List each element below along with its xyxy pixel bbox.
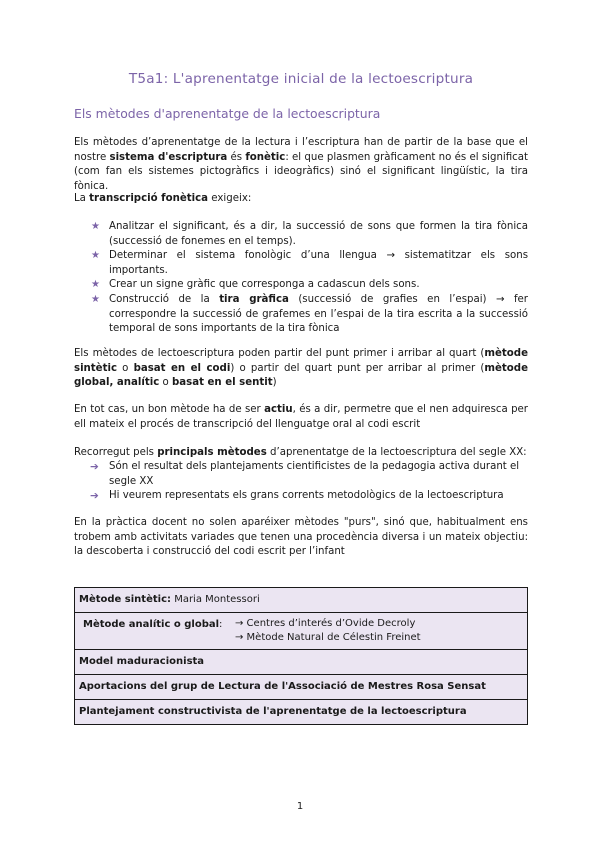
- section-heading: Els mètodes d'aprenentatge de la lectoescriptura: [74, 106, 381, 121]
- table-cell: [75, 675, 528, 700]
- table-row: [75, 613, 528, 650]
- analytic-method-label: [83, 617, 235, 645]
- text: és: [227, 151, 246, 163]
- table-row: [75, 588, 528, 613]
- list-item: [74, 460, 528, 489]
- star-icon: ★: [91, 293, 100, 305]
- list-item-text: Determinar el sistema fonològic d’una llengua → sistematitzar els sons importants.: [109, 250, 528, 276]
- text: exigeix:: [208, 193, 252, 204]
- text: ) o partir del quart punt per arribar al primer (: [230, 362, 485, 374]
- text: d’aprenentatge de la lectoescriptura del segle XX:: [266, 447, 527, 458]
- star-icon: ★: [91, 279, 100, 291]
- bold-text: transcripció fonètica: [89, 193, 209, 204]
- text: o: [159, 377, 172, 389]
- bold-text: fonètic: [245, 151, 286, 163]
- table-row: [75, 675, 528, 700]
- table-row: [75, 650, 528, 675]
- star-icon: ★: [91, 221, 100, 232]
- list-item-text: Crear un signe gràfic que corresponga a cadascun dels sons.: [109, 279, 420, 291]
- analytic-method-block: [79, 617, 523, 645]
- table-cell: [75, 613, 528, 650]
- text: La: [74, 193, 90, 204]
- bold-text: Aportacions del grup de Lectura de l'Associació de Mestres Rosa Sensat: [79, 680, 486, 692]
- main-methods-list: [74, 460, 528, 504]
- text: ): [272, 377, 277, 389]
- paragraph-main-methods: [74, 446, 528, 461]
- bold-text: sistema d'escriptura: [109, 151, 228, 163]
- text: Maria Montessori: [171, 593, 260, 605]
- text: Recorregut pels: [74, 447, 158, 458]
- table-cell: [75, 700, 528, 725]
- arrow-right-icon: ➔: [90, 461, 99, 473]
- paragraph-active-method: [74, 403, 528, 432]
- bold-text: tira gràfica: [219, 293, 289, 305]
- table-row: [75, 700, 528, 725]
- bold-text: basat en el codi: [133, 362, 231, 374]
- list-item: [74, 293, 528, 337]
- text: : el que plasmen gràficament no és el significat (com fan els sistemes pictogràfics i ideogràfics) sinó el significant lingüístic, la tira fònica.: [74, 151, 528, 192]
- text: En tot cas, un bon mètode ha de ser: [74, 404, 265, 415]
- arrow-right-icon: ➔: [90, 490, 99, 503]
- bold-text: Mètode sintètic:: [79, 593, 172, 605]
- list-item: → Mètode Natural de Célestin Freinet: [235, 632, 421, 643]
- bold-text: Mètode analític o global: [83, 619, 220, 630]
- text: Construcció de la: [109, 293, 220, 305]
- methods-table: [74, 587, 528, 725]
- analytic-method-items: [235, 617, 421, 645]
- text: , és a dir, permetre que el nen adquiresca per ell mateix el procés de transcripció del llenguatge oral al codi escrit: [74, 404, 528, 430]
- star-icon: ★: [91, 250, 100, 262]
- text: (successió de grafies en l’espai) → fer correspondre la successió de grafemes en l’espai de la tira escrita a la successió temporal de sons importants de la tira fònica: [109, 293, 528, 335]
- paragraph-phonetic-transcription: [74, 192, 528, 207]
- text: Els mètodes de lectoescriptura poden partir del punt primer i arribar al quart (: [74, 348, 485, 359]
- table-cell: [75, 650, 528, 675]
- bold-text: actiu: [264, 404, 293, 415]
- list-item: [74, 278, 528, 293]
- text: :: [219, 619, 223, 630]
- bold-text: basat en el sentit: [171, 377, 273, 389]
- bold-text: mètode sintètic: [74, 348, 528, 374]
- bold-text: Model maduracionista: [79, 655, 205, 667]
- text: Els mètodes d’aprenentatge de la lectura i l’escriptura han de partir de la base que el nostre: [74, 137, 528, 163]
- list-item: [74, 220, 528, 249]
- bold-text: mètode global, analític: [74, 362, 528, 389]
- list-item: → Centres d’interés d’Ovide Decroly: [235, 618, 416, 629]
- page-number: 1: [296, 801, 304, 812]
- paragraph-teaching-practice: En la pràctica docent no solen aparéixer mètodes "purs", sinó que, habitualment ens trobem amb activitats variades que tenen una procedència diversa i un mateix objectiu: la descoberta i construcció del codi escrit per l’infant: [74, 517, 528, 558]
- bold-text: principals mètodes: [157, 447, 267, 458]
- paragraph-writing-system: [74, 136, 528, 194]
- list-item-text: Són el resultat dels plantejaments cientificistes de la pedagogia activa durant el segle XX: [109, 461, 520, 487]
- requirements-list: [74, 220, 528, 337]
- list-item-text: Analitzar el significant, és a dir, la successió de sons que formen la tira fònica (successió de fonemes en el temps).: [109, 221, 528, 247]
- document-title: T5a1: L'aprenentatge inicial de la lectoescriptura: [128, 71, 474, 87]
- text: o: [117, 362, 134, 374]
- list-item-text: Hi veurem representats els grans corrents metodològics de la lectoescriptura: [109, 490, 504, 502]
- paragraph-method-types: [74, 347, 528, 391]
- table-cell: [75, 588, 528, 613]
- list-item: [74, 489, 528, 504]
- list-item: [74, 249, 528, 278]
- bold-text: Plantejament constructivista de l'aprenentatge de la lectoescriptura: [79, 705, 467, 717]
